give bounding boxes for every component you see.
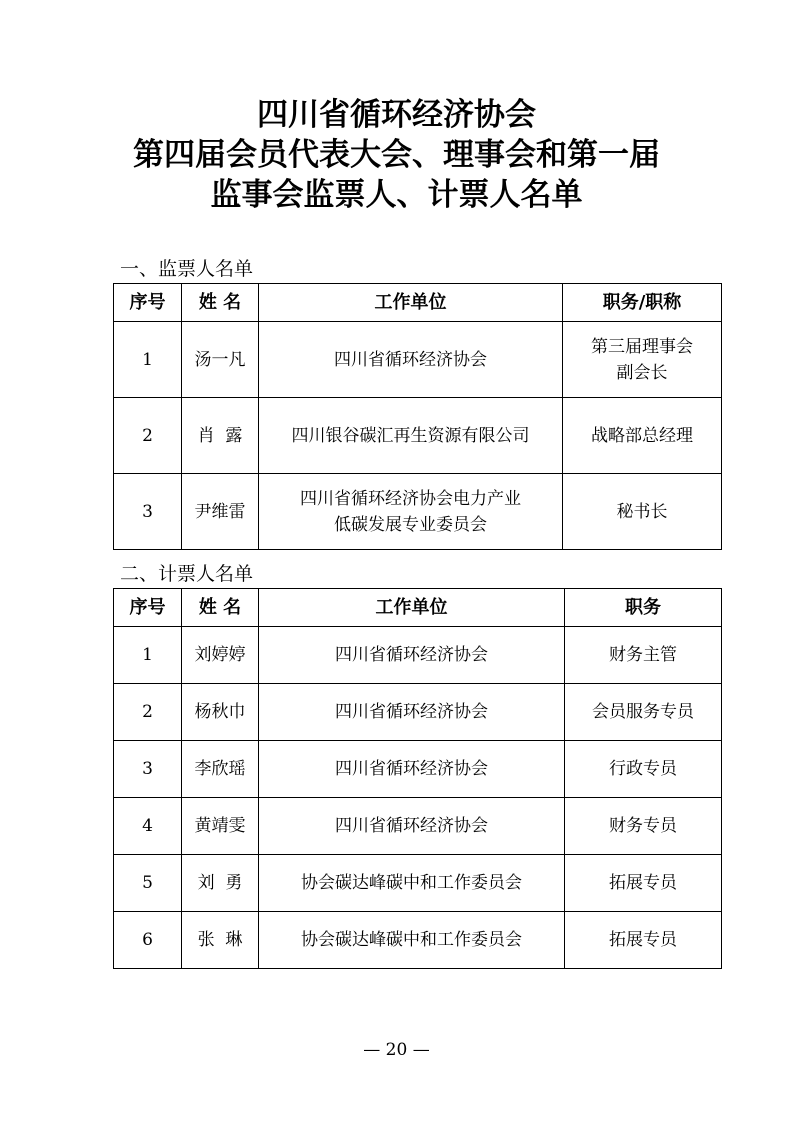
cell-no: 1: [114, 627, 182, 684]
cell-title: 拓展专员: [565, 912, 722, 969]
cell-unit: 四川省循环经济协会: [259, 627, 565, 684]
section-heading-scrutineers: 一、监票人名单: [120, 258, 254, 280]
header-title: 职务/职称: [563, 284, 722, 322]
cell-unit: 协会碳达峰碳中和工作委员会: [259, 912, 565, 969]
cell-unit: 四川省循环经济协会: [259, 798, 565, 855]
cell-no: 3: [114, 474, 182, 550]
cell-title: 会员服务专员: [565, 684, 722, 741]
header-title: 职务: [565, 589, 722, 627]
header-unit: 工作单位: [259, 589, 565, 627]
cell-name: 李欣瑶: [182, 741, 259, 798]
table-header-row: [114, 589, 722, 627]
header-unit: 工作单位: [259, 284, 563, 322]
table-header-row: [114, 284, 722, 322]
cell-title: 战略部总经理: [563, 398, 722, 474]
cell-unit: 协会碳达峰碳中和工作委员会: [259, 855, 565, 912]
table-row: [114, 474, 722, 550]
document-title-line-1: 四川省循环经济协会: [257, 97, 536, 133]
cell-name: 刘 勇: [182, 855, 259, 912]
header-no: 序号: [114, 589, 182, 627]
table-row: [114, 627, 722, 684]
cell-title: 行政专员: [565, 741, 722, 798]
cell-name: 汤一凡: [182, 322, 259, 398]
table-row: [114, 741, 722, 798]
page-number: — 20 —: [363, 1040, 430, 1060]
cell-name: 尹维雷: [182, 474, 259, 550]
cell-name: 杨秋巾: [182, 684, 259, 741]
cell-name: 肖 露: [182, 398, 259, 474]
cell-unit: 四川省循环经济协会电力产业 低碳发展专业委员会: [259, 474, 563, 550]
table-row: [114, 684, 722, 741]
cell-no: 5: [114, 855, 182, 912]
cell-title: 财务专员: [565, 798, 722, 855]
table-row: [114, 912, 722, 969]
section-heading-counters: 二、计票人名单: [120, 563, 254, 585]
cell-title: 拓展专员: [565, 855, 722, 912]
table-row: [114, 322, 722, 398]
cell-name: 张 琳: [182, 912, 259, 969]
cell-name: 黄靖雯: [182, 798, 259, 855]
header-no: 序号: [114, 284, 182, 322]
table-row: [114, 855, 722, 912]
cell-no: 6: [114, 912, 182, 969]
cell-title: 财务主管: [565, 627, 722, 684]
cell-name: 刘婷婷: [182, 627, 259, 684]
cell-no: 2: [114, 398, 182, 474]
table-row: [114, 798, 722, 855]
cell-unit: 四川银谷碳汇再生资源有限公司: [259, 398, 563, 474]
counters-table: [113, 588, 722, 969]
cell-no: 4: [114, 798, 182, 855]
cell-no: 2: [114, 684, 182, 741]
scrutineers-table: [113, 283, 722, 550]
document-title-line-3: 监事会监票人、计票人名单: [210, 177, 583, 213]
cell-unit: 四川省循环经济协会: [259, 741, 565, 798]
table-row: [114, 398, 722, 474]
cell-unit: 四川省循环经济协会: [259, 684, 565, 741]
cell-title: 第三届理事会 副会长: [563, 322, 722, 398]
cell-no: 1: [114, 322, 182, 398]
header-name: 姓 名: [182, 589, 259, 627]
cell-no: 3: [114, 741, 182, 798]
document-title-line-2: 第四届会员代表大会、理事会和第一届: [133, 137, 660, 173]
cell-title: 秘书长: [563, 474, 722, 550]
cell-unit: 四川省循环经济协会: [259, 322, 563, 398]
header-name: 姓 名: [182, 284, 259, 322]
